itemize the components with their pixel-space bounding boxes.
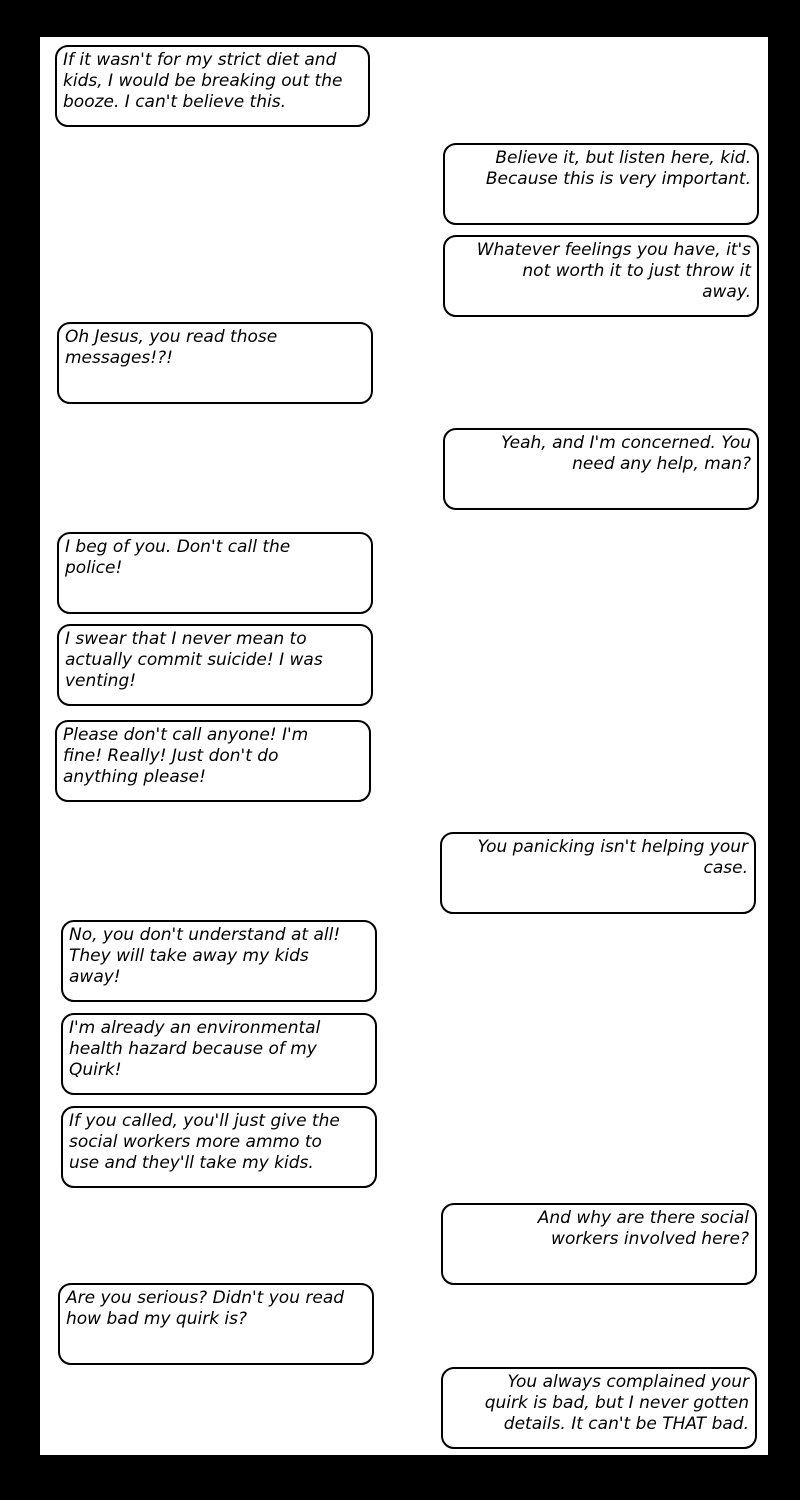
speech-bubble-left: Are you serious? Didn't you read how bad my quirk is?: [58, 1283, 374, 1365]
speech-bubble-right: Whatever feelings you have, it's not worth it to just throw it away.: [443, 235, 759, 317]
speech-bubble-left: Oh Jesus, you read those messages!?!: [57, 322, 373, 404]
speech-bubble-left: I beg of you. Don't call the police!: [57, 532, 373, 614]
speech-bubble-left: If it wasn't for my strict diet and kids, I would be breaking out the booze. I can't believe this.: [55, 45, 370, 127]
speech-bubble-right: You always complained your quirk is bad, but I never gotten details. It can't be THAT bad.: [441, 1367, 757, 1449]
speech-bubble-right: You panicking isn't helping your case.: [440, 832, 756, 914]
speech-bubble-right: Yeah, and I'm concerned. You need any help, man?: [443, 428, 759, 510]
speech-bubble-left: I'm already an environmental health hazard because of my Quirk!: [61, 1013, 377, 1095]
speech-bubble-right: And why are there social workers involved here?: [441, 1203, 757, 1285]
speech-bubble-left: If you called, you'll just give the social workers more ammo to use and they'll take my kids.: [61, 1106, 377, 1188]
speech-bubble-left: I swear that I never mean to actually commit suicide! I was venting!: [57, 624, 373, 706]
speech-bubble-left: Please don't call anyone! I'm fine! Really! Just don't do anything please!: [55, 720, 371, 802]
speech-bubble-left: No, you don't understand at all! They will take away my kids away!: [61, 920, 377, 1002]
speech-bubble-right: Believe it, but listen here, kid. Because this is very important.: [443, 143, 759, 225]
